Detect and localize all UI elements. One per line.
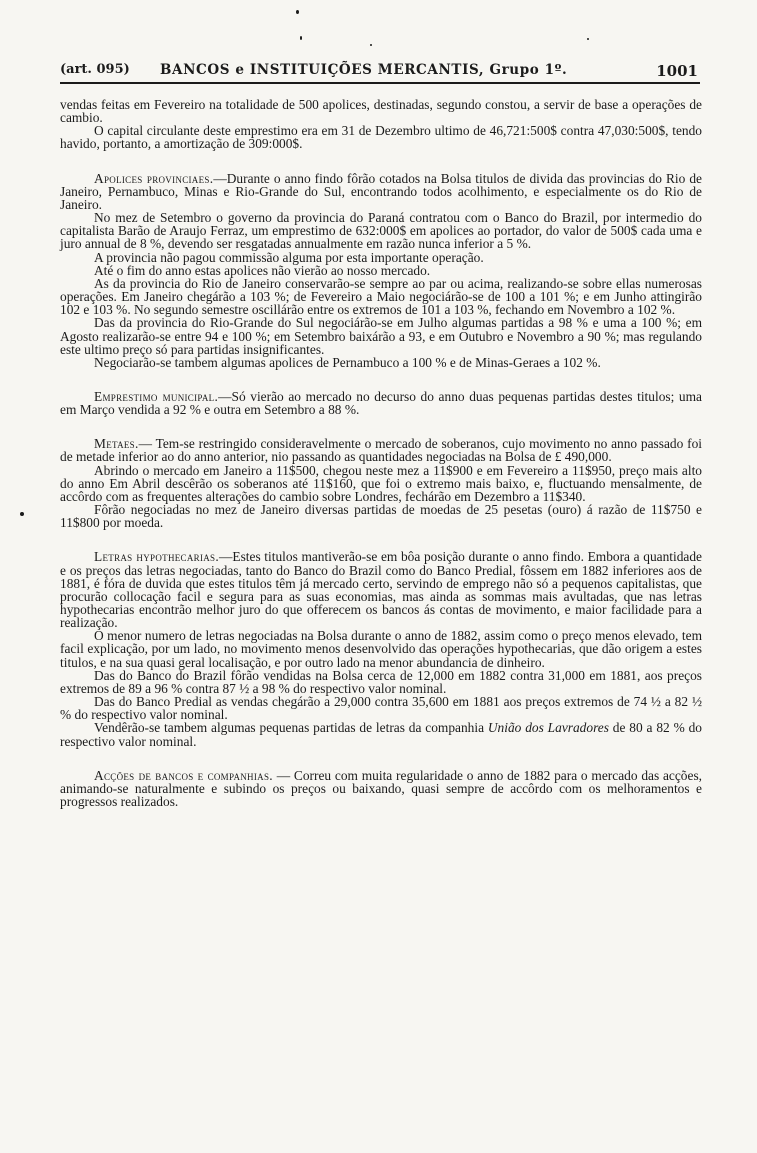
ink-speck xyxy=(20,512,24,516)
paragraph: As da provincia do Rio de Janeiro conservarão-se sempre ao par ou acima, realizando-se sobre ellas numerosas operações. Em Janeiro chegárão a 103 %; de Fevereiro a Maio negociárão-se de 100 a 101 %; e em Junho attingirão 102 e 103 %. No segundo semestre oscillárão entre os extremos de 101 a 103 %, fechando em Novembro a 102 %. xyxy=(60,275,702,318)
section-heading: Metaes. xyxy=(94,436,139,452)
company-name: União dos Lavradores xyxy=(487,720,609,736)
section-metaes xyxy=(60,437,702,463)
paragraph: Fôrão negociadas no mez de Janeiro diversas partidas de moedas de 25 pesetas (ouro) á razão de 11$750 e 11$800 por moeda. xyxy=(60,502,702,531)
text-lead: Vendêrão-se tambem algumas pequenas partidas de letras da companhia xyxy=(94,720,488,736)
section-heading: Apolices provinciaes. xyxy=(94,170,214,186)
ink-speck xyxy=(587,38,589,40)
paragraph: vendas feitas em Fevereiro na totalidade de 500 apolices, destinadas, segundo constou, a servir de base a operações de cambio. xyxy=(60,97,702,126)
section-letras-hypothecarias xyxy=(60,550,702,629)
ink-speck xyxy=(296,10,299,14)
section-heading: Emprestimo municipal. xyxy=(94,388,219,404)
paragraph: Das do Banco Predial as vendas chegárão a 29,000 contra 35,600 em 1881 aos preços extremos de 74 ½ a 82 ½ % do respectivo valor nominal. xyxy=(60,694,702,723)
running-title: BANCOS e INSTITUIÇÕES MERCANTIS, Grupo 1º. xyxy=(160,62,568,78)
section-text: —Durante o anno findo fôrão cotados na Bolsa titulos de divida das provincias do Rio de Janeiro, Pernambuco, Minas e Rio-Grande do Sul, encontrando todos acolhimento, e especialmente os do Rio de Janeiro. xyxy=(60,170,702,212)
paragraph: Abrindo o mercado em Janeiro a 11$500, chegou neste mez a 11$900 e em Fevereiro a 11$950, preço mais alto do anno Em Abril descêrão os soberanos até 11$160, que foi o extremo mais baixo, e, fluctuando mensalmente, de accôrdo com as frequentes alterações do cambio sobre Londres, fechárão em Dezembro a 11$340. xyxy=(60,462,702,504)
page-number: 1001 xyxy=(656,62,698,80)
section-accoes xyxy=(60,769,702,808)
section-text: — Tem-se restringido consideravelmente o mercado de soberanos, cujo movimento no anno passado foi de metade inferior ao do anno anterior, nio passando as quantidades negociadas na Bolsa de £ 490,000. xyxy=(60,436,702,465)
paragraph: O capital circulante deste emprestimo era em 31 de Dezembro ultimo de 46,721:500$ contra 47,030:500$, tendo havido, portanto, a amortização de 309:000$. xyxy=(60,123,702,152)
section-apolices-provinciaes xyxy=(60,172,702,211)
ink-speck xyxy=(370,44,372,46)
body-text xyxy=(60,98,702,808)
section-emprestimo-municipal xyxy=(60,390,702,416)
paragraph: Até o fim do anno estas apolices não vierão ao nosso mercado. xyxy=(94,262,431,278)
section-text: —Estes titulos mantiverão-se em bôa posição durante o anno findo. Embora a quantidade e os preços das letras negociadas, tanto do Banco do Brazil como do Banco Predial, fôssem em 1882 inferiores aos de 1881, é fóra de duvida que estes titulos têm já mercado certo, servindo de emprego não só a pequenos capitalistas, que procurão collocação facil e segura para as suas economias, mas ainda as sommas mais avultadas, que nas letras hypothecarias encontrão melhor juro do que offerecem os bancos ás contas de movimento, e maior facilidade para a realização. xyxy=(60,549,703,631)
paragraph: No mez de Setembro o governo da provincia do Paraná contratou com o Banco do Brazil, por intermedio do capitalista Barão de Araujo Ferraz, um emprestimo de 632:000$ em apolices ao portador, do valor de 500$ cada uma e juro annual de 8 %, devendo ser resgatadas annualmente em razão nunca inferior a 5 %. xyxy=(60,210,702,252)
section-heading: Letras hypothecarias. xyxy=(94,549,219,565)
paragraph-uniao-lavradores xyxy=(60,721,702,747)
paragraph: Das do Banco do Brazil fôrão vendidas na Bolsa cerca de 12,000 em 1882 contra 31,000 em 1881, aos preços extremos de 89 a 96 % contra 87 ½ a 98 % do respectivo valor nominal. xyxy=(60,667,702,696)
paragraph: A provincia não pagou commissão alguma por esta importante operação. xyxy=(94,249,484,265)
paragraph: Das da provincia do Rio-Grande do Sul negociárão-se em Julho algumas partidas a 98 % e uma a 100 %; em Agosto realizarão-se entre 94 e 100 %; em Setembro baixárão a 93, e em Outubro e Novembro a 90 %; mas regulando este ultimo preço só para partidas insignificantes. xyxy=(60,315,702,357)
section-text: — Correu com muita regularidade o anno de 1882 para o mercado das acções, animando-se naturalmente e subindo os preços ou baixando, quasi sempre de accôrdo com os melhoramentos e progressos realizados. xyxy=(60,767,703,810)
section-heading: Acções de bancos e companhias. xyxy=(94,767,273,783)
running-header xyxy=(60,62,700,84)
section-text: —Só vierão ao mercado no decurso do anno duas pequenas partidas destes titulos; uma em Março vendida a 92 % e outra em Setembro a 88 %. xyxy=(60,388,702,418)
article-reference: (art. 095) xyxy=(60,62,130,77)
text-tail: de 80 a 82 % do respectivo valor nominal. xyxy=(60,720,702,749)
paragraph: Negociarão-se tambem algumas apolices de Pernambuco a 100 % e de Minas-Geraes a 102 %. xyxy=(94,354,601,370)
paragraph: O menor numero de letras negociadas na Bolsa durante o anno de 1882, assim como o preço menos elevado, tem facil explicação, por um lado, no movimento menos desenvolvido das operações hypothecarias, que dão origem a estes titulos, e na sua quasi geral localisação, e por outro lado na menor abundancia de dinheiro. xyxy=(60,628,702,670)
ink-speck xyxy=(300,36,302,40)
